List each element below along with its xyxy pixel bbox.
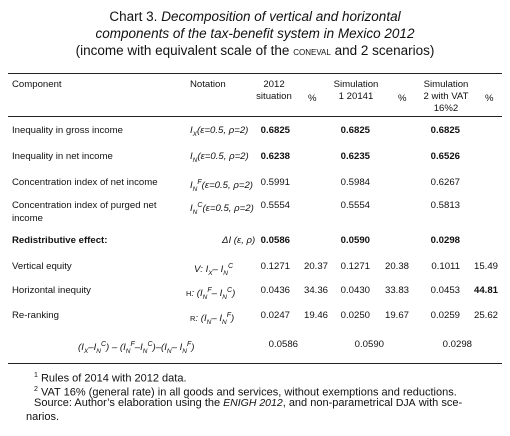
- footnote-1: $^1$ Rules of 2014 with 2012 data.: [34, 372, 187, 385]
- cell-pct-sim1: 33.83: [384, 285, 409, 296]
- footnote-2: $^2$ VAT 16% (general rate) in all goods and services, without exemptions and reductions.: [34, 386, 457, 399]
- cell-pct-2012: 34.36: [303, 285, 328, 296]
- table-header-rule: [8, 116, 502, 117]
- row-label: Horizontal inequity: [12, 285, 91, 296]
- cell-sim2: 0.6267: [430, 177, 460, 188]
- chart-title-line3: (income with equivalent scale of the coneval and 2 scenarios): [75, 43, 435, 58]
- cell-sim2: 0.1011: [431, 261, 460, 272]
- header-pct-1: %: [308, 93, 317, 104]
- cell-sim2: 0.0259: [430, 310, 460, 321]
- header-pct-2: %: [398, 93, 407, 104]
- row-label: Inequality in gross income: [12, 125, 123, 136]
- cell-pct-sim2: 25.62: [473, 310, 498, 321]
- header-notation: Notation: [190, 79, 226, 90]
- row-label-cont: income: [12, 213, 43, 224]
- row-notation: H: ($I_N^F-$ $I_N^C$): [186, 287, 236, 302]
- header-sim2-line3: 16%2: [433, 103, 459, 114]
- cell-sim1: 0.6235: [340, 151, 370, 162]
- cell-sim1: 0.0590: [340, 235, 370, 246]
- cell-2012: 0.5991: [260, 177, 290, 188]
- header-sim1-line1: Simulation: [333, 79, 379, 90]
- cell-pct-2012: 19.46: [303, 310, 328, 321]
- cell-2012: 0.1271: [260, 261, 290, 272]
- cell-2012: 0.5554: [260, 200, 290, 211]
- header-2012-line2: situation: [256, 91, 292, 102]
- row-notation: $I_N^C(\varepsilon=0.5$, ρ=2): [190, 202, 254, 217]
- header-sim2-line1: Simulation: [423, 79, 469, 90]
- cell-sim1: 0.5984: [340, 177, 370, 188]
- cell-2012: 0.0586: [260, 235, 290, 246]
- cell-sim2: 0.0298: [430, 235, 460, 246]
- header-sim2-line2: 2 with VAT: [423, 91, 469, 102]
- header-sim1-line2: 1 20141: [338, 91, 374, 102]
- cell-2012: 0.0247: [260, 310, 290, 321]
- cell-sim1: 0.5554: [340, 200, 370, 211]
- row-notation: $I_X(\varepsilon=0.5$, ρ=2): [190, 125, 249, 138]
- cell-sim2: 0.0453: [430, 285, 460, 296]
- header-pct-3: %: [485, 93, 494, 104]
- chart-title-line2: components of the tax-benefit system in Mexico 2012: [95, 26, 415, 41]
- source-note: Source: Author’s elaboration using the ENIGH 2012, and non-parametrical DJA with sce-: [34, 397, 463, 409]
- summary-formula: $(I_X-I_N^C) - (I_N^F-I_N^C)-(I_N-$ $I_N^F$): [78, 341, 195, 356]
- cell-2012: 0.0436: [260, 285, 290, 296]
- row-notation: $I_N^F(\varepsilon=0.5$, ρ=2): [190, 179, 253, 194]
- row-label: Vertical equity: [12, 261, 72, 272]
- cell-pct-sim2: 44.81: [473, 285, 498, 296]
- row-label: Redistributive effect:: [12, 235, 108, 246]
- cell-pct-sim1: 19.67: [384, 310, 409, 321]
- header-component: Component: [12, 79, 62, 90]
- row-label: Concentration index of net income: [12, 177, 158, 188]
- cell-2012: 0.6238: [260, 151, 290, 162]
- table-top-rule: [8, 73, 502, 74]
- row-notation: V: $I_X-$ $I_N^C$: [194, 263, 234, 278]
- cell-2012: 0.6825: [260, 125, 290, 136]
- cell-sim2: 0.6825: [430, 125, 460, 136]
- summary-2012: 0.0586: [268, 339, 298, 350]
- table-bottom-rule: [8, 363, 502, 364]
- cell-sim1: 0.0250: [340, 310, 370, 321]
- header-2012-line1: 2012: [263, 79, 285, 90]
- row-label: Inequality in net income: [12, 151, 113, 162]
- row-label: Concentration index of purged net: [12, 200, 157, 211]
- cell-sim1: 0.6825: [340, 125, 370, 136]
- source-note-cont: narios.: [26, 411, 60, 423]
- row-label: Re-ranking: [12, 310, 59, 321]
- cell-sim2: 0.5813: [430, 200, 460, 211]
- cell-pct-sim2: 15.49: [473, 261, 498, 272]
- summary-sim2: 0.0298: [442, 339, 472, 350]
- chart-title-line1: Chart 3. Decomposition of vertical and horizontal: [109, 9, 401, 24]
- row-notation: $I_N(\varepsilon=0.5$, ρ=2): [190, 151, 249, 164]
- row-notation: ΔI (ε, ρ): [222, 235, 256, 246]
- cell-pct-2012: 20.37: [303, 261, 328, 272]
- row-notation: R: ($I_N-$ $I_N^F$): [190, 312, 235, 327]
- cell-pct-sim1: 20.38: [384, 261, 409, 272]
- summary-sim1: 0.0590: [354, 339, 384, 350]
- cell-sim2: 0.6526: [430, 151, 460, 162]
- cell-sim1: 0.1271: [340, 261, 370, 272]
- cell-sim1: 0.0430: [340, 285, 370, 296]
